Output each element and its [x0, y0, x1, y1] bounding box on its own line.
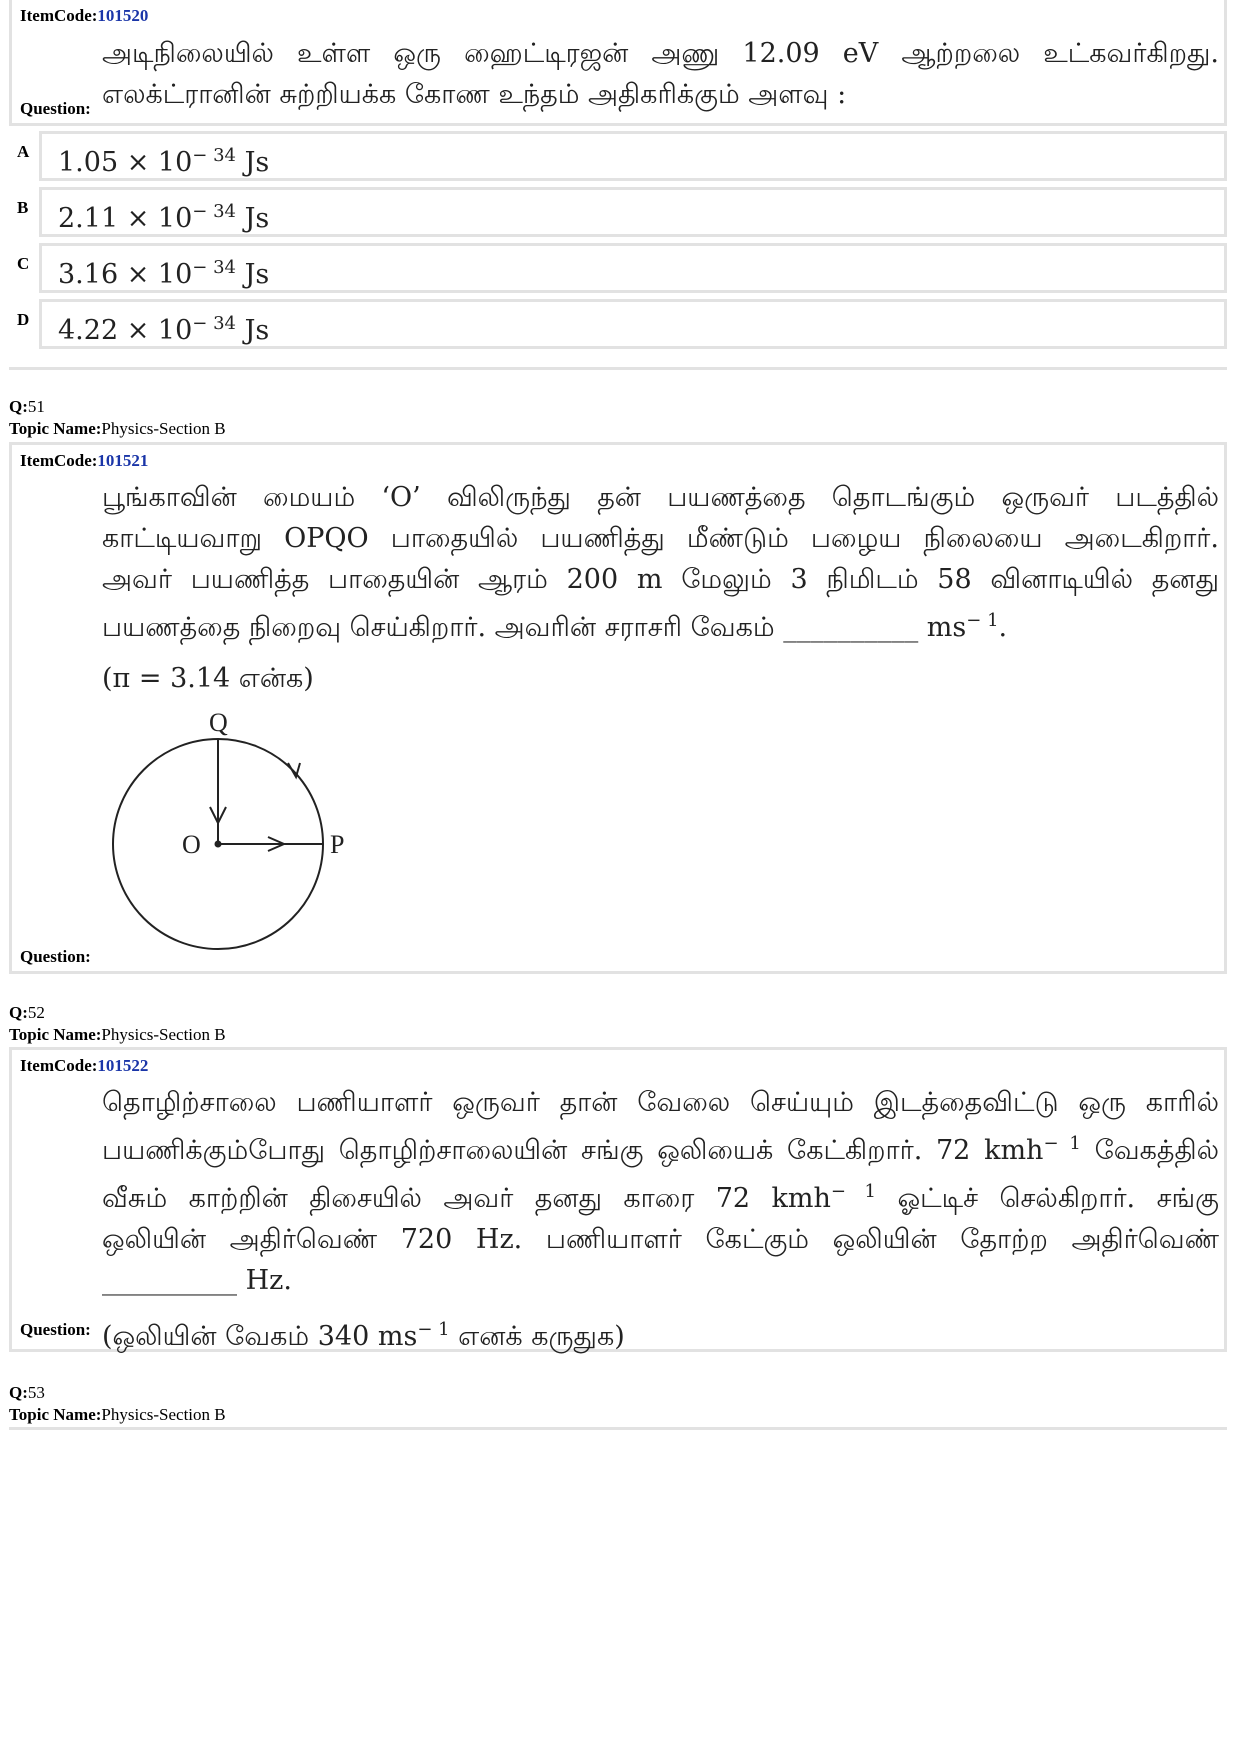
itemcode-value: 101520	[97, 6, 149, 25]
card-top-border	[9, 1427, 1227, 1430]
question-card-101522	[9, 1047, 1227, 1352]
question-label: Question:	[20, 99, 91, 118]
question-card-101520	[9, 0, 1227, 126]
option-b[interactable]: B $2.11 \times 10^{- 34}$ Js	[9, 184, 1227, 240]
question-label: Question:	[20, 947, 91, 966]
option-a[interactable]: A $1.05 \times 10^{- 34}$ Js	[9, 128, 1227, 184]
label-q: Q	[209, 708, 228, 737]
question-text: பூங்காவின் மையம் ‘O’ விலிருந்து தன் பயணத்தை தொடங்கும் ஒருவர் படத்தில் காட்டியவாறு OPQO பாதையில் பயணித்து மீண்டும் பழைய நிலையை அடைகிறார். அவர் பயணித்த பாதையின் ஆரம் 200 m மேலும் 3 நிமிடம் 58 வினாடியில் தனது பயணத்தை நிறைவு செய்கிறார். அவரின் சராசரி வேகம் __________ $ms^{- 1}$. (π = 3.14 என்க)	[102, 482, 1219, 694]
option-d[interactable]: D $4.22 \times 10^{- 34}$ Js	[9, 296, 1227, 352]
question-number: 53	[27, 1383, 45, 1402]
topic-name: Physics-Section B	[101, 419, 226, 438]
circle-path-diagram	[112, 707, 372, 967]
topic-name: Physics-Section B	[101, 1025, 226, 1044]
itemcode: ItemCode:101520	[20, 6, 149, 25]
itemcode-value: 101522	[97, 1056, 149, 1075]
question-card-101521	[9, 442, 1227, 974]
itemcode-value: 101521	[97, 451, 149, 470]
question-label: Question:	[20, 1320, 91, 1339]
itemcode: ItemCode:101521	[20, 451, 149, 470]
center-dot	[215, 841, 222, 848]
question-text: தொழிற்சாலை பணியாளர் ஒருவர் தான் வேலை செய்யும் இடத்தைவிட்டு ஒரு காரில் பயணிக்கும்போது தொழிற்சாலையின் சங்கு ஒலியைக் கேட்கிறார். 72 kmh$^{- 1}$ வேகத்தில் வீசும் காற்றின் திசையில் அவர் தனது காரை 72 kmh$^{- 1}$ ஓட்டிச் செல்கிறார். சங்கு ஒலியின் அதிர்வெண் 720 Hz. பணியாளர் கேட்கும் ஒலியின் தோற்ற அதிர்வெண் __________ Hz. (ஒலியின் வேகம் 340 $ms^{- 1}$ எனக் கருதுக)	[102, 1087, 1220, 1352]
topic-name: Physics-Section B	[101, 1405, 226, 1424]
question-text: அடிநிலையில் உள்ள ஒரு ஹைட்டிரஜன் அணு 12.09 eV ஆற்றலை உட்கவர்கிறது. எலக்ட்ரானின் சுற்றியக்க கோண உந்தம் அதிகரிக்கும் அளவு :	[102, 38, 1219, 110]
question-number: 52	[27, 1003, 45, 1022]
options-bottom-border	[9, 367, 1227, 370]
question-header-51: Q:51 Topic Name:Physics-Section B	[9, 397, 226, 438]
label-o: O	[182, 830, 201, 859]
option-c[interactable]: C $3.16 \times 10^{- 34}$ Js	[9, 240, 1227, 296]
question-header-53: Q:53 Topic Name:Physics-Section B	[9, 1383, 226, 1424]
question-header-52: Q:52 Topic Name:Physics-Section B	[9, 1003, 226, 1044]
itemcode: ItemCode:101522	[20, 1056, 149, 1075]
label-p: P	[330, 830, 345, 859]
question-number: 51	[27, 397, 45, 416]
